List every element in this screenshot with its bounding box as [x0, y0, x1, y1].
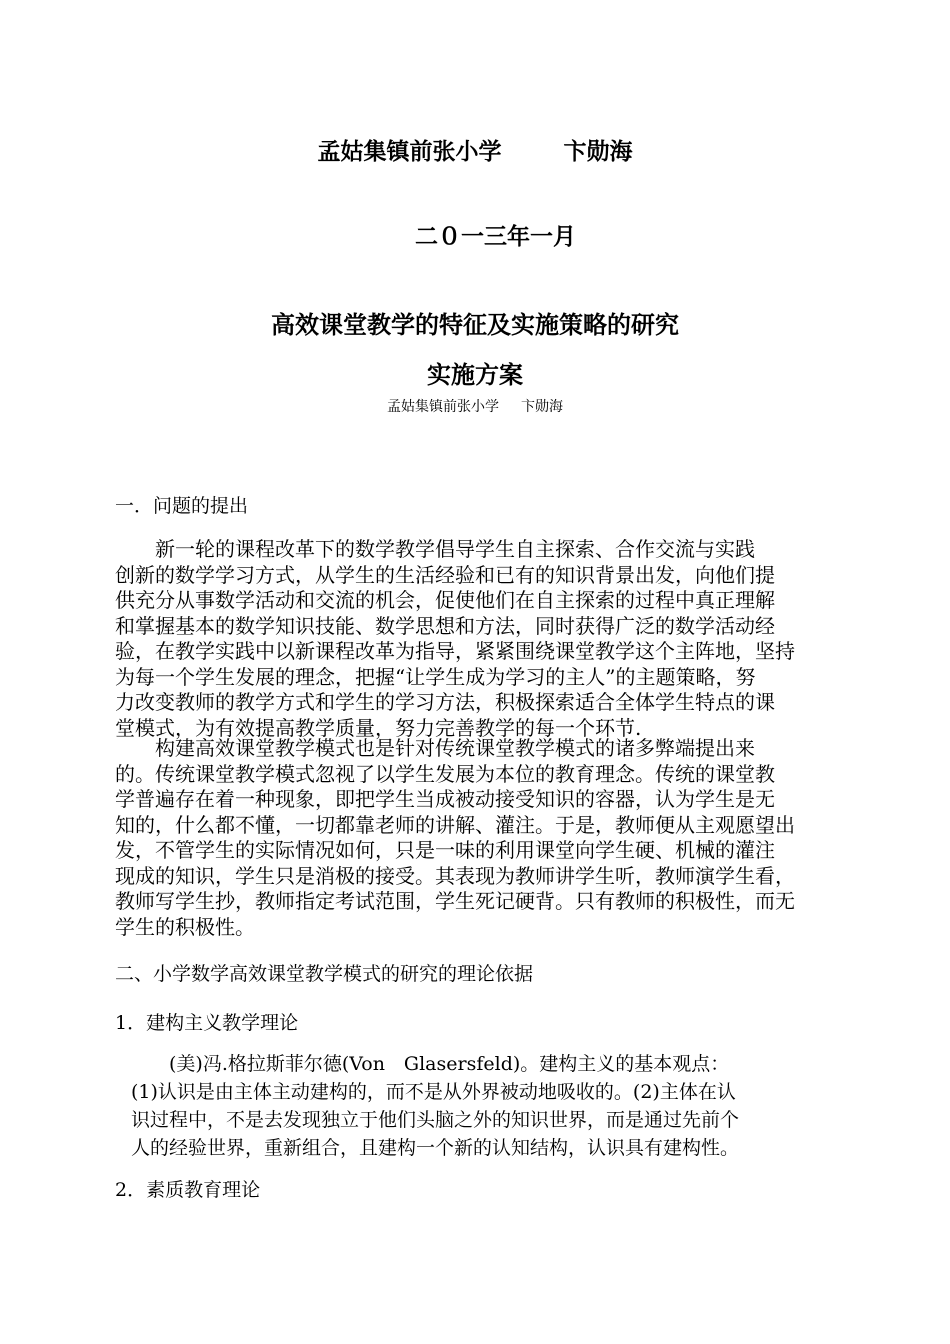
paragraph-line: 验，在教学实践中以新课程改革为指导，紧紧围绕课堂教学这个主阵地，坚持 — [115, 639, 795, 663]
paragraph-line: 教师写学生抄，教师指定考试范围，学生死记硬背。只有教师的积极性，而无 — [115, 889, 795, 913]
paragraph-line: 和掌握基本的数学知识技能、数学思想和方法，同时获得广泛的数学活动经 — [115, 613, 775, 638]
paragraph-line: 识过程中，不是去发现独立于他们头脑之外的知识世界，而是通过先前个 — [131, 1109, 740, 1131]
section1-paragraph-1 — [115, 537, 850, 741]
paragraph-line: 学普遍存在着一种现象，即把学生当成被动接受知识的容器，认为学生是无 — [115, 787, 775, 811]
constructivism-paragraph — [131, 1050, 851, 1162]
section1-heading: 一．问题的提出 — [115, 495, 249, 517]
paragraph-line: 知的，什么都不懂，一切都靠老师的讲解、灌注。于是，教师便从主观愿望出 — [115, 812, 795, 837]
byline — [0, 396, 950, 416]
paragraph-line: 学生的积极性。 — [115, 914, 255, 939]
paragraph-line: 人的经验世界，重新组合，且建构一个新的认知结构，认识具有建构性。 — [131, 1137, 740, 1159]
paragraph-line: 的。传统课堂教学模式忽视了以学生发展为本位的教育理念。传统的课堂教 — [115, 761, 775, 786]
subsection-heading-constructivism: 1．建构主义教学理论 — [115, 1012, 299, 1034]
paragraph-line: 构建高效课堂教学模式也是针对传统课堂教学模式的诸多弊端提出来 — [115, 736, 755, 760]
paragraph-line: 新一轮的课程改革下的数学教学倡导学生自主探索、合作交流与实践 — [115, 537, 755, 561]
paragraph-line: (1)认识是由主体主动建构的，而不是从外界被动地吸收的。(2)主体在认 — [131, 1081, 736, 1103]
byline-author: 卞勋海 — [521, 399, 563, 415]
section2-heading: 二、小学数学高效课堂教学模式的研究的理论依据 — [115, 963, 534, 985]
byline-school: 孟姑集镇前张小学 — [387, 399, 499, 415]
cover-date: 二０一三年一月 — [415, 223, 576, 250]
paragraph-line: 发，不管学生的实际情况如何，只是一味的利用课堂向学生硬、机械的灌注 — [115, 838, 775, 862]
paragraph-line: 供充分从事数学活动和交流的机会，促使他们在自主探索的过程中真正理解 — [115, 588, 775, 612]
document-title: 高效课堂教学的特征及实施策略的研究 — [271, 310, 679, 339]
cover-author: 卞勋海 — [563, 138, 633, 165]
subsection-heading-quality-education: 2．素质教育理论 — [115, 1179, 261, 1201]
paragraph-line: 堂模式，为有效提高教学质量，努力完善教学的每一个环节. — [115, 715, 642, 740]
cover-author-line — [0, 133, 950, 166]
paragraph-line: 为每一个学生发展的理念，把握“让学生成为学习的主人”的主题策略，努 — [115, 664, 756, 689]
document-subtitle: 实施方案 — [427, 360, 523, 389]
paragraph-line: 力改变教师的教学方式和学生的学习方法，积极探索适合全体学生特点的课 — [115, 690, 775, 714]
paragraph-line: 现成的知识，学生只是消极的接受。其表现为教师讲学生听，教师演学生看， — [115, 863, 795, 888]
paragraph-line: (美)冯.格拉斯菲尔德(Von Glasersfeld)。建构主义的基本观点： — [131, 1053, 730, 1075]
paragraph-line: 创新的数学学习方式，从学生的生活经验和已有的知识背景出发，向他们提 — [115, 562, 775, 587]
cover-school: 孟姑集镇前张小学 — [317, 138, 502, 165]
section1-paragraph-2 — [115, 736, 850, 940]
